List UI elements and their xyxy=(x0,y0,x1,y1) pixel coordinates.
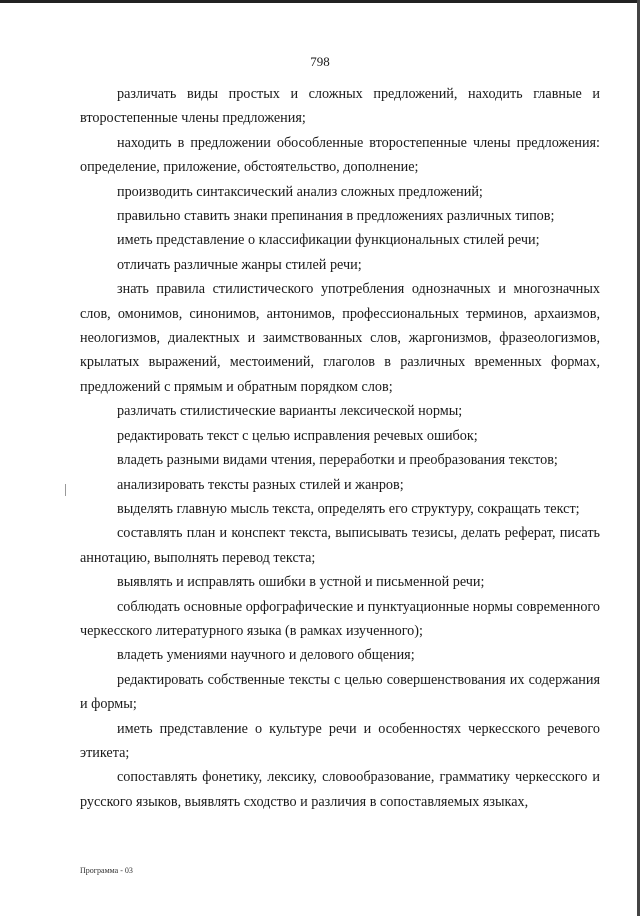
paragraph: иметь представление о культуре речи и особенностях черкесского речевого этикета; xyxy=(80,720,600,761)
paragraph: отличать различные жанры стилей речи; xyxy=(117,256,362,273)
paragraph: сопоставлять фонетику, лексику, словообразование, грамматику черкесского и русского языков, выявлять сходство и различия в сопоставляемых языках, xyxy=(80,769,600,810)
paragraph: знать правила стилистического употребления однозначных и многозначных слов, омонимов, синонимов, антонимов, профессиональных терминов, архаизмов, неологизмов, диалектных и заимствованных слов, жаргонизмов, фразеологизмов, крылатых выражений, местоимений, глаголов в различных временных формах, предложений с прямым и обратным порядком слов; xyxy=(80,281,600,395)
document-body xyxy=(80,82,600,814)
paragraph: владеть умениями научного и делового общения; xyxy=(117,647,415,664)
page-edge-top xyxy=(0,0,640,3)
paragraph: соблюдать основные орфографические и пунктуационные нормы современного черкесского литературного языка (в рамках изученного); xyxy=(80,598,600,639)
paragraph: различать виды простых и сложных предложений, находить главные и второстепенные члены предложения; xyxy=(80,86,600,127)
paragraph: иметь представление о классификации функциональных стилей речи; xyxy=(117,232,540,249)
paragraph: находить в предложении обособленные второстепенные члены предложения: определение, приложение, обстоятельство, дополнение; xyxy=(80,134,600,176)
page-number: 798 xyxy=(310,54,330,69)
paragraph: составлять план и конспект текста, выписывать тезисы, делать реферат, писать аннотацию, выполнять перевод текста; xyxy=(80,525,600,566)
paragraph: редактировать текст с целью исправления речевых ошибок; xyxy=(117,427,478,444)
paragraph: производить синтаксический анализ сложных предложений; xyxy=(117,183,483,200)
scan-artifact xyxy=(65,484,66,496)
footer-note: Программа - 03 xyxy=(80,866,133,875)
paragraph: владеть разными видами чтения, переработки и преобразования текстов; xyxy=(117,452,558,469)
paragraph: выделять главную мысль текста, определять его структуру, сокращать текст; xyxy=(117,500,580,517)
paragraph: выявлять и исправлять ошибки в устной и письменной речи; xyxy=(117,574,485,591)
paragraph: анализировать тексты разных стилей и жанров; xyxy=(117,476,404,493)
paragraph: различать стилистические варианты лексической нормы; xyxy=(117,403,463,420)
paragraph: редактировать собственные тексты с целью совершенствования их содержания и формы; xyxy=(80,671,600,713)
paragraph: правильно ставить знаки препинания в предложениях различных типов; xyxy=(117,208,555,225)
